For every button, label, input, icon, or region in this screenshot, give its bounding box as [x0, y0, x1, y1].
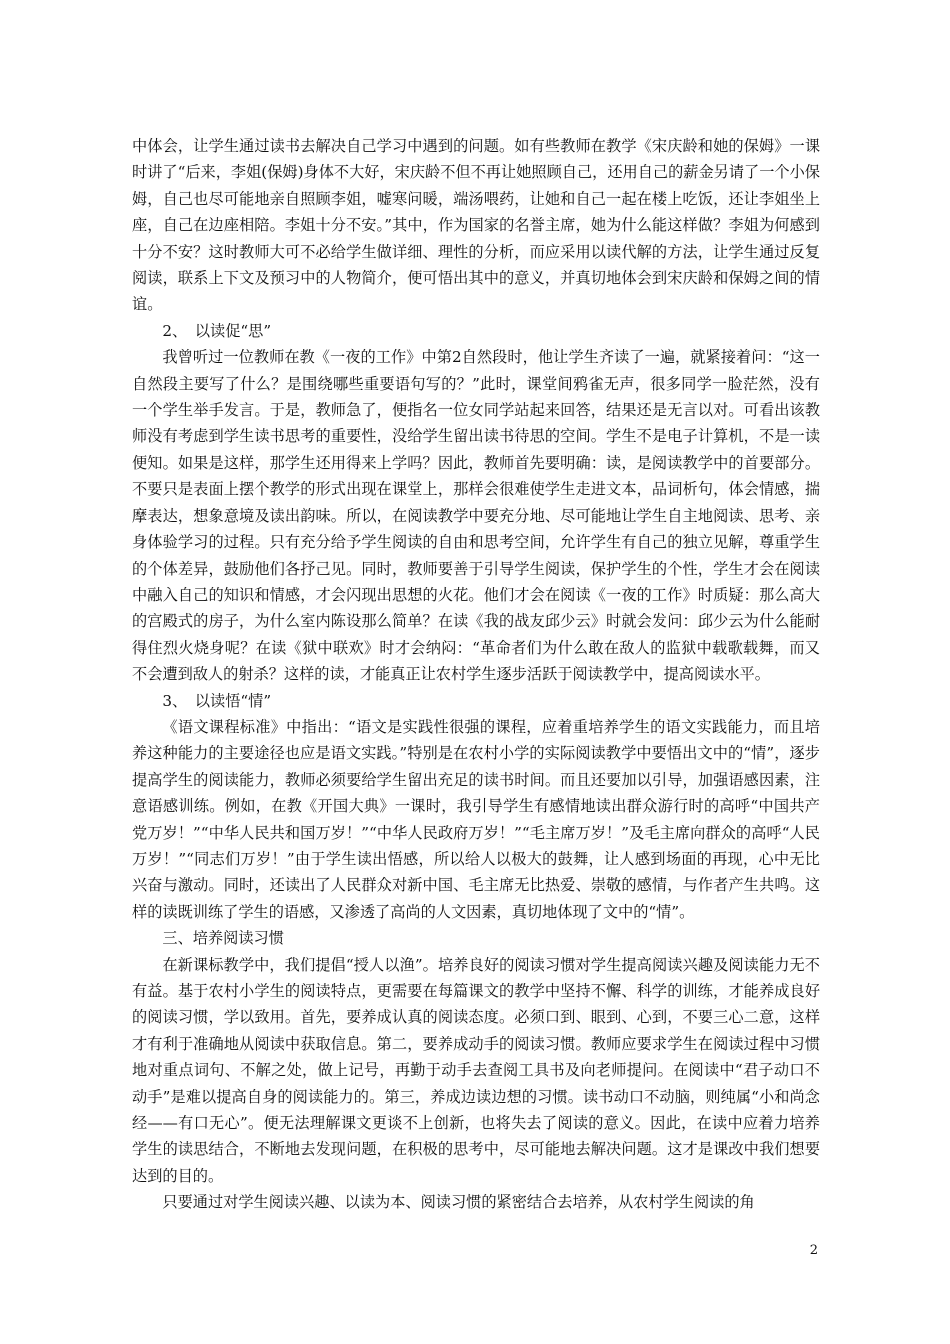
section-heading-reading-understands-emotion: 3、 以读悟“情” — [162, 691, 272, 710]
paragraph-curriculum-standard: 《语文课程标准》中指出：“语文是实践性很强的课程，应着重培养学生的语文实践能力，而且培养这种能力的主要途径也应是语文实践。”特别是在农村小学的实际阅读教学中要悟出文中的“情”，逐步提高学生的阅读能力，教师必须要给学生留出充足的读书时间。而且还要加以引导，加强语感因素，注意语感训练。例如，在教《开国大典》一课时，我引导学生有感情地读出群众游行时的高呼“中国共产党万岁！”“中华人民共和国万岁！”“中华人民政府万岁！”“毛主席万岁！”及毛主席向群众的高呼“人民万岁！”“同志们万岁！”由于学生读出悟感，所以给人以极大的鼓舞，让人感到场面的再现，心中无比兴奋与激动。同时，还读出了人民群众对新中国、毛主席无比热爱、崇敬的感情，与作者产生共鸣。这样的读既训练了学生的语感，又渗透了高尚的人文因素，真切地体现了文中的“情”。 — [132, 717, 820, 921]
paragraph-one-night-work-example: 我曾听过一位教师在教《一夜的工作》中第2自然段时，他让学生齐读了一遍，就紧接着问：“这一自然段主要写了什么？是围绕哪些重要语句写的？”此时，课堂间鸦雀无声，很多同学一脸茫然，没有一个学生举手发言。于是，教师急了，便指名一位女同学站起来回答，结果还是无言以对。可看出该教师没有考虑到学生读书思考的重要性，没给学生留出读书待思的空间。学生不是电子计算机，不是一读便知。如果是这样，那学生还用得来上学吗？因此，教师首先要明确：读，是阅读教学中的首要部分。不要只是表面上摆个教学的形式出现在课堂上，那样会很难使学生走进文本，品词析句，体会情感，揣摩表达，想象意境及读出韵味。所以，在阅读教学中要充分地、尽可能地让学生自主地阅读、思考、亲身体验学习的过程。只有充分给予学生阅读的自由和思考空间，允许学生有自己的独立见解，尊重学生的个体差异，鼓励他们各抒己见。同时，教师要善于引导学生阅读，保护学生的个性，学生才会在阅读中融入自己的知识和情感，才会闪现出思想的火花。他们才会在阅读《一夜的工作》时质疑：那么高大的宫殿式的房子，为什么室内陈设那么简单？在读《我的战友邱少云》时就会发问：邱少云为什么能耐得住烈火烧身呢？在读《狱中联欢》时才会纳闷：“革命者们为什么敢在敌人的监狱中载歌载舞，而又不会遭到敌人的射杀？这样的读，才能真正让农村学生逐步活跃于阅读教学中，提高阅读水平。 — [132, 348, 820, 684]
page-number: 2 — [809, 1243, 818, 1258]
section-heading-reading-habits: 三、培养阅读习惯 — [162, 929, 284, 948]
paragraph-reading-habits: 在新课标教学中，我们提倡“授人以渔”。培养良好的阅读习惯对学生提高阅读兴趣及阅读能力无不有益。基于农村小学生的阅读特点，更需要在每篇课文的教学中坚持不懈、科学的训练，才能养成良好的阅读习惯，学以致用。首先，要养成认真的阅读态度。必须口到、眼到、心到，不要三心二意，这样才有利于准确地从阅读中获取信息。第二，要养成动手的阅读习惯。教师应要求学生在阅读过程中习惯地对重点词句、不解之处，做上记号，再勤于动手去查阅工具书及向老师提问。在阅读中“君子动口不动手”是难以提高自身的阅读能力的。第三，养成边读边想的习惯。读书动口不动脑，则纯属“小和尚念经——有口无心”。便无法理解课文更谈不上创新，也将失去了阅读的意义。因此，在读中应着力培养学生的读思结合，不断地去发现问题，在积极的思考中，尽可能地去解决问题。这才是课改中我们想要达到的目的。 — [132, 955, 820, 1185]
document-body — [132, 133, 820, 1216]
paragraph-conclusion-start: 只要通过对学生阅读兴趣、以读为本、阅读习惯的紧密结合去培养，从农村学生阅读的角 — [162, 1193, 755, 1212]
section-heading-reading-promotes-thinking: 2、 以读促“思” — [162, 321, 272, 340]
paragraph-reading-to-solve-problems: 中体会，让学生通过读书去解决自己学习中遇到的问题。如有些教师在教学《宋庆龄和她的保姆》一课时讲了“后来，李姐(保姆)身体不大好，宋庆龄不但不再让她照顾自己，还用自己的薪金另请了一个小保姆，自己也尽可能地亲自照顾李姐，嘘寒问暖，端汤喂药，让她和自己一起在楼上吃饭，还让李姐坐上座，自己在边座相陪。李姐十分不安。”其中，作为国家的名誉主席，她为什么能这样做？李姐为何感到十分不安？这时教师大可不必给学生做详细、理性的分析，而应采用以读代解的方法，让学生通过反复阅读，联系上下文及预习中的人物简介，便可悟出其中的意义，并真切地体会到宋庆龄和保姆之间的情谊。 — [132, 137, 820, 314]
